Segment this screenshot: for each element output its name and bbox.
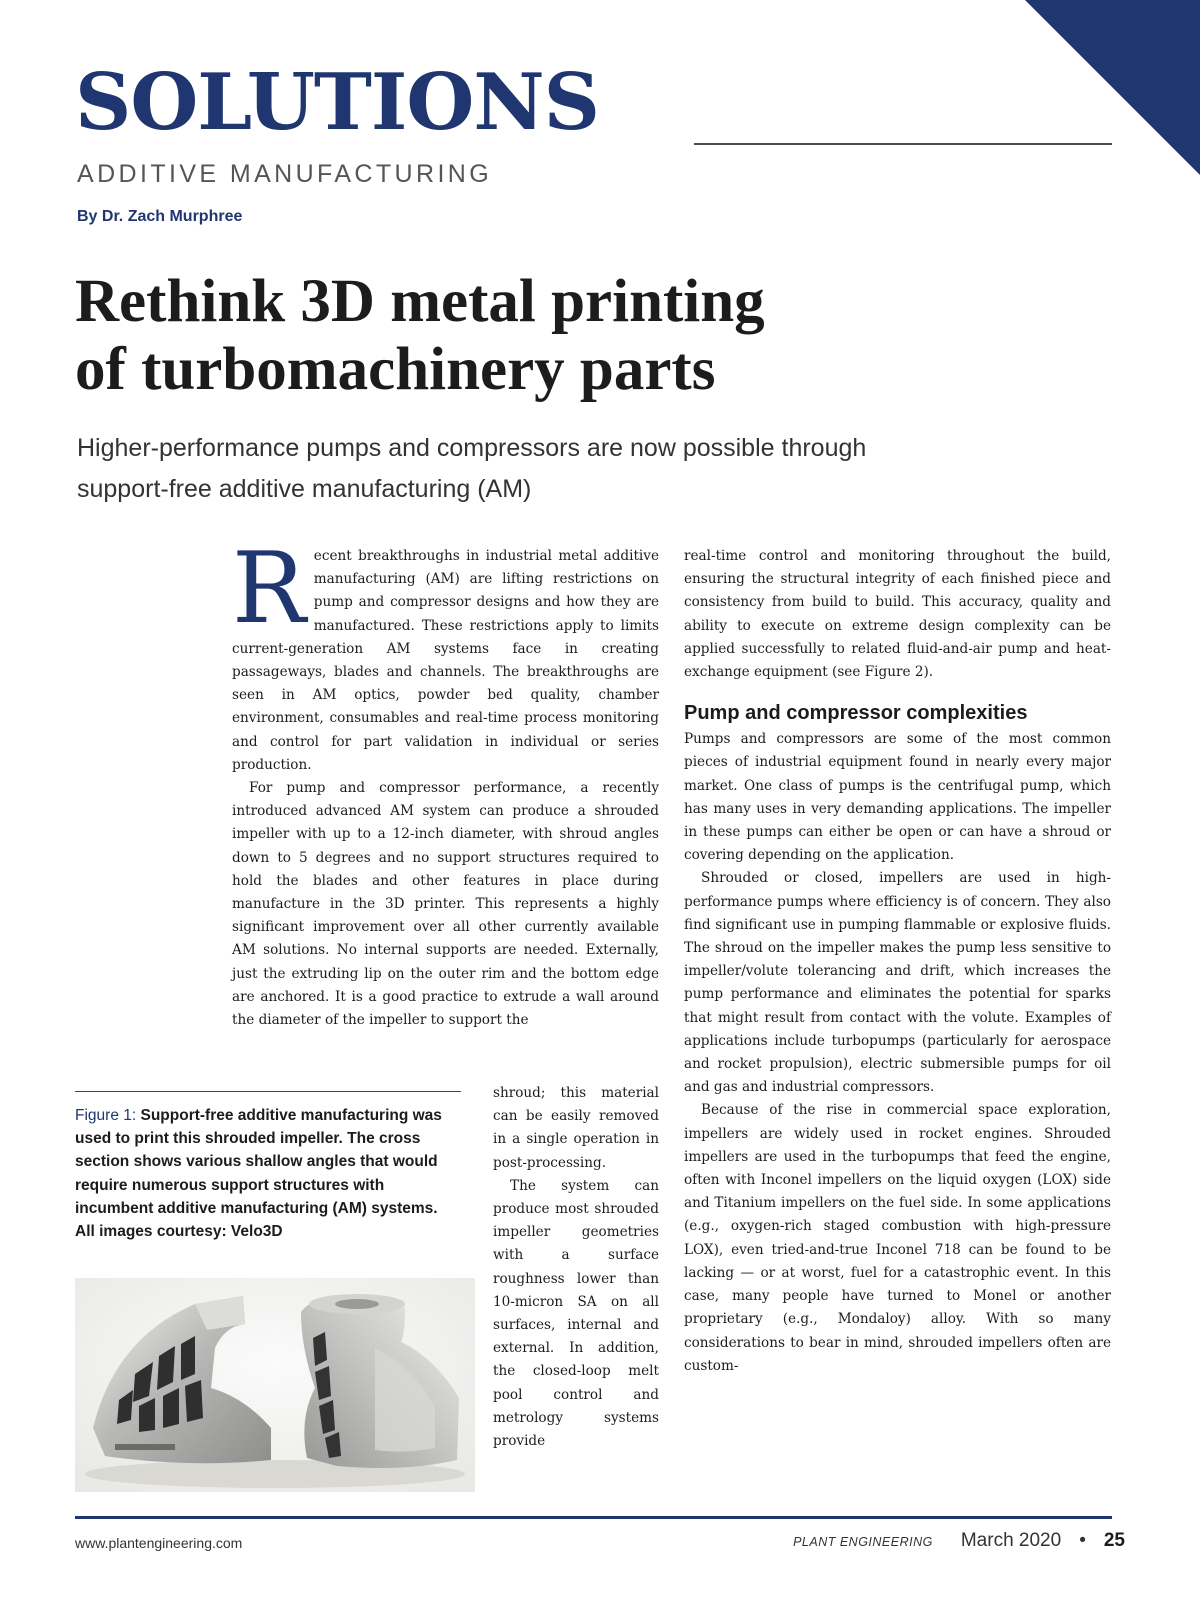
deck-line-2: support-free additive manufacturing (AM) [77, 475, 532, 503]
footer-info [793, 1530, 1125, 1552]
page-number: 25 [1103, 1530, 1125, 1551]
paragraph: For pump and compressor performance, a recently introduced advanced AM system can produce a shrouded impeller with up to a 12-inch diameter, with shroud angles down to 5 degrees and no support structures required to hold the blades and other features in place during manufacture in the 3D printer. This represents a highly significant improvement over all other currently available AM solutions. No internal supports are needed. Externally, just the extruding lip on the outer rim and the bottom edge are anchored. It is a good practice to extrude a wall around the diameter of the impeller to support the [232, 780, 659, 1029]
paragraph: Pumps and compressors are some of the most common pieces of industrial equipment found in nearly every major market. One class of pumps is the centrifugal pump, which has many uses in very demanding applications. The impeller in these pumps can either be open or can have a shroud or covering depending on the application. [684, 731, 1111, 864]
paragraph: real-time control and monitoring throughout the build, ensuring the structural integrity of each finished piece and consistency from build to build. This accuracy, quality and ability to execute on extreme design complexity can be applied successfully to related fluid-and-air pump and heat-exchange equipment (see Figure 2). [684, 548, 1111, 681]
figure-caption-text: Support-free additive manufacturing was used to print this shrouded impeller. The cross section shows various shallow angles that would require numerous support structures with incumbent additive manufacturing (AM) systems. All images courtesy: Velo3D [75, 1107, 442, 1241]
body-column-1-continued [493, 1082, 659, 1453]
figure-label: Figure 1: [75, 1107, 137, 1124]
headline-line-2: of turbomachinery parts [75, 336, 716, 403]
body-column-1 [232, 532, 659, 1032]
magazine-name: PLANT ENGINEERING [793, 1535, 933, 1549]
paragraph: Shrouded or closed, impellers are used in high-performance pumps where efficiency is of concern. They also find significant use in pumping flammable or explosive fluids. The shroud on the impeller makes the pump less sensitive to impeller/volute tolerancing and drift, which increases the pump performance and eliminates the potential for sparks that might result from contact with the volute. Examples of applications include turbopumps (particularly for aerospace and rocket propulsion), electric submersible pumps for oil and gas and industrial compressors. [684, 870, 1111, 1096]
footer-divider [75, 1516, 1112, 1519]
footer-separator: • [1079, 1530, 1086, 1551]
section-subhead: Pump and compressor complexities [684, 702, 1028, 725]
impeller-photo-icon [75, 1278, 475, 1492]
paragraph: Because of the rise in commercial space exploration, impellers are widely used in rocket engines. Shrouded impellers are used in the turbopumps that feed the engine, often with Inconel impellers on the liquid oxygen (LOX) side and Titanium impellers on the fuel side. In some applications (e.g., oxygen-rich staged combustion with high-pressure LOX), even tried-and-true Inconel 718 can be found to be lacking — or at worst, fuel for a catastrophic event. In this case, many people have turned to Monel or another proprietary (e.g., Mondaloy) alloy. With so many considerations to bear in mind, shrouded impellers often are custom- [684, 1102, 1111, 1374]
article-deck [77, 428, 977, 510]
article-headline [75, 268, 1075, 404]
deck-line-1: Higher-performance pumps and compressors are now possible through [77, 434, 867, 462]
paragraph-text: ecent breakthroughs in industrial metal additive manufacturing (AM) are lifting restrictions on pump and compressor designs and how they are manufactured. These restrictions apply to limits current-generation AM systems face in creating passageways, blades and channels. The breakthroughs are seen in AM optics, powder bed quality, chamber environment, consumables and real-time process monitoring and control for part validation in individual or series production. [232, 548, 659, 773]
footer-website-link[interactable]: www.plantengineering.com [75, 1535, 243, 1551]
drop-cap: R [232, 532, 306, 646]
figure-divider [75, 1091, 461, 1092]
corner-accent [1025, 0, 1200, 175]
paragraph: shroud; this material can be easily removed in a single operation in post-processing. [493, 1085, 659, 1171]
section-title: SOLUTIONS [75, 57, 599, 148]
section-divider [694, 143, 1112, 145]
figure-caption [75, 1104, 461, 1243]
issue-date: March 2020 [960, 1530, 1062, 1551]
paragraph [232, 532, 659, 777]
paragraph: The system can produce most shrouded impeller geometries with a surface roughness lower than 10-micron SA on all surfaces, internal and external. In addition, the closed-loop melt pool control and metrology systems provide [493, 1177, 659, 1450]
section-subtitle: ADDITIVE MANUFACTURING [77, 160, 493, 188]
byline: By Dr. Zach Murphree [77, 208, 243, 225]
body-column-2 [684, 545, 1111, 1378]
headline-line-1: Rethink 3D metal printing [75, 268, 765, 335]
